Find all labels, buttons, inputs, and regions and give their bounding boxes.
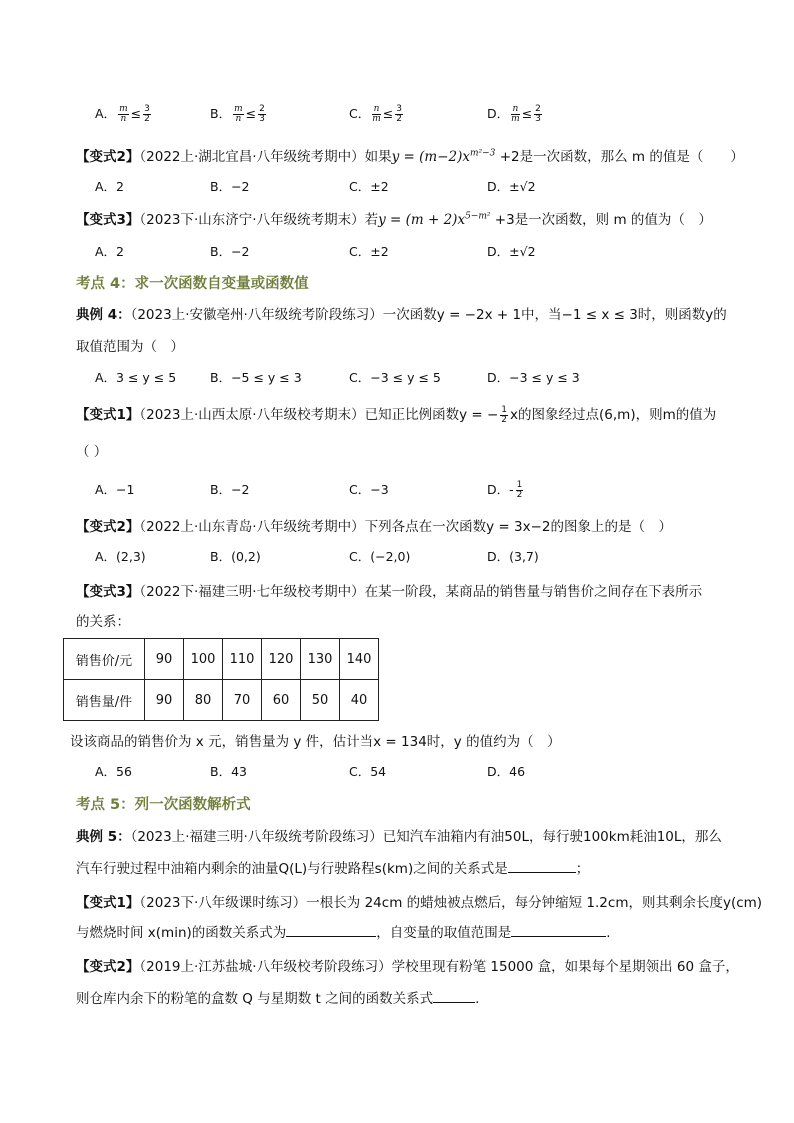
option-c: C．(−2,0) (349, 549, 411, 564)
table-cell: 40 (340, 680, 379, 721)
table-cell: 140 (340, 639, 379, 680)
answer-blank[interactable] (433, 1002, 475, 1003)
option-c: C．−3 ≤ y ≤ 5 (349, 370, 441, 385)
variant-2c-line1: 【变式2】（2019上·江苏盐城·八年级校考阶段练习）学校里现有粉笔 15000 盒，如果每个星期领出 60 盒子， (76, 959, 739, 975)
variant-3b-options (0, 762, 794, 782)
fraction: $\frac{m}{n}$ (234, 104, 243, 124)
table-cell: 60 (262, 680, 301, 721)
variant-1b-options (0, 480, 794, 500)
option-a: A．56 (95, 764, 132, 779)
example-5-line2: 汽车行驶过程中油箱内剩余的油量Q(L)与行驶路程s(km)之间的关系式是 ； (76, 861, 590, 877)
option-d: D．46 (487, 764, 526, 779)
option-d: D． $\frac{n}{m}$ ≤ $\frac{2}{3}$ (487, 104, 541, 124)
table-header-cell: 销售价/元 (64, 639, 145, 680)
variant-3a-options (0, 242, 794, 262)
option-d: D．(3,7) (487, 549, 539, 564)
prev-question-options (0, 104, 794, 124)
variant-3a-question: 【变式3】（2023下·山东济宁·八年级统考期末）若$y = (m + 2)x^{5-m^2} +3$是一次函数，则 m 的值为（ ） (76, 211, 712, 228)
option-b: B． $\frac{m}{n}$ ≤ $\frac{2}{3}$ (210, 104, 265, 124)
section-heading-kp4: 考点 4：求一次函数自变量或函数值 (76, 276, 309, 292)
fraction: $\frac{1}{2}$ (501, 404, 508, 425)
table-cell: 110 (223, 639, 262, 680)
option-b: B．(0,2) (210, 549, 261, 564)
option-c: C． $\frac{n}{m}$ ≤ $\frac{3}{2}$ (349, 104, 402, 124)
table-cell: 50 (301, 680, 340, 721)
fraction: $\frac{2}{3}$ (259, 104, 265, 124)
option-a: A．2 (95, 244, 125, 259)
option-c: C．±2 (349, 244, 389, 259)
fraction: $\frac{n}{m}$ (372, 104, 381, 124)
table-row (64, 680, 379, 721)
section-heading-kp5: 考点 5：列一次函数解析式 (76, 797, 251, 813)
fraction: $\frac{2}{3}$ (535, 104, 541, 124)
table-cell: 80 (184, 680, 223, 721)
option-b: B．−5 ≤ y ≤ 3 (210, 370, 302, 385)
option-d: D．±√2 (487, 179, 536, 194)
table-cell: 90 (145, 639, 184, 680)
answer-blank[interactable] (508, 872, 576, 873)
option-b: B．−2 (210, 482, 250, 497)
option-b: B．−2 (210, 179, 250, 194)
answer-blank[interactable] (286, 936, 376, 937)
table-cell: 100 (184, 639, 223, 680)
variant-2b-line1: 【变式2】（2022上·山东青岛·八年级统考期中）下列各点在一次函数y = 3x−2的图象上的是（ ） (76, 519, 672, 535)
variant-1b-line2: （ ） (76, 444, 108, 460)
option-a: A．2 (95, 179, 125, 194)
table-cell: 130 (301, 639, 340, 680)
fraction: $\frac{3}{2}$ (396, 104, 402, 124)
option-b: B．43 (210, 764, 247, 779)
table-row (64, 639, 379, 680)
price-volume-table (63, 638, 379, 721)
variant-2a-options (0, 177, 794, 197)
answer-blank[interactable] (511, 936, 606, 937)
option-c: C．±2 (349, 179, 389, 194)
fraction: $\frac{1}{2}$ (516, 480, 523, 500)
option-a: A．−1 (95, 482, 135, 497)
option-c: C．54 (349, 764, 387, 779)
example-5-line1: 典例 5：（2023上·福建三明·八年级统考阶段练习）已知汽车油箱内有油50L，每行驶100km耗油10L，那么 (76, 829, 722, 845)
variant-1c-line1: 【变式1】（2023下·八年级课时练习）一根长为 24cm 的蜡烛被点燃后，每分钟缩短 1.2cm，则其剩余长度y(cm) (76, 895, 763, 911)
variant-3b-line2: 的关系： (76, 614, 130, 630)
variant-1b-line1: 【变式1】（2023上·山西太原·八年级校考期末）已知正比例函数y = − $\frac{1}{2}$ x的图象经过点(6,m)，则m的值为 (76, 404, 717, 425)
table-cell: 90 (145, 680, 184, 721)
option-d: D．−3 ≤ y ≤ 3 (487, 370, 580, 385)
example-4-line1: 典例 4：（2023上·安徽亳州·八年级统考阶段练习）一次函数y = −2x + 1中，当−1 ≤ x ≤ 3时，则函数y的 (76, 307, 727, 323)
variant-3b-line1: 【变式3】（2022下·福建三明·七年级校考期中）在某一阶段，某商品的销售量与销售价之间存在下表所示 (76, 584, 703, 600)
option-b: B．−2 (210, 244, 250, 259)
variant-1c-line2: 与燃烧时间 x(min)的函数关系式为 ，自变量的取值范围是 . (76, 925, 611, 941)
option-a: A． $\frac{m}{n}$ ≤ $\frac{3}{2}$ (95, 104, 150, 124)
fraction: $\frac{3}{2}$ (144, 104, 150, 124)
option-c: C．−3 (349, 482, 389, 497)
fraction: $\frac{n}{m}$ (511, 104, 520, 124)
variant-2b-options (0, 547, 794, 567)
table-cell: 120 (262, 639, 301, 680)
variant-3b-line3: 设该商品的销售价为 x 元，销售量为 y 件，估计当x = 134时，y 的值约为（ ） (70, 734, 561, 750)
example-4-options (0, 368, 794, 388)
example-4-line2: 取值范围为（ ） (76, 339, 184, 355)
variant-2a-question: 【变式2】（2022上·湖北宜昌·八年级统考期中）如果$y = (m-2)x^{m^2-3} +2$是一次函数，那么 m 的值是（ ） (76, 148, 744, 165)
fraction: $\frac{m}{n}$ (119, 104, 128, 124)
table-cell: 70 (223, 680, 262, 721)
table-header-cell: 销售量/件 (64, 680, 145, 721)
variant-2c-line2: 则仓库内余下的粉笔的盒数 Q 与星期数 t 之间的函数关系式 . (76, 991, 480, 1007)
option-a: A．3 ≤ y ≤ 5 (95, 370, 177, 385)
option-d: D．±√2 (487, 244, 536, 259)
option-d: D．- $\frac{1}{2}$ (487, 480, 523, 500)
option-a: A．(2,3) (95, 549, 146, 564)
